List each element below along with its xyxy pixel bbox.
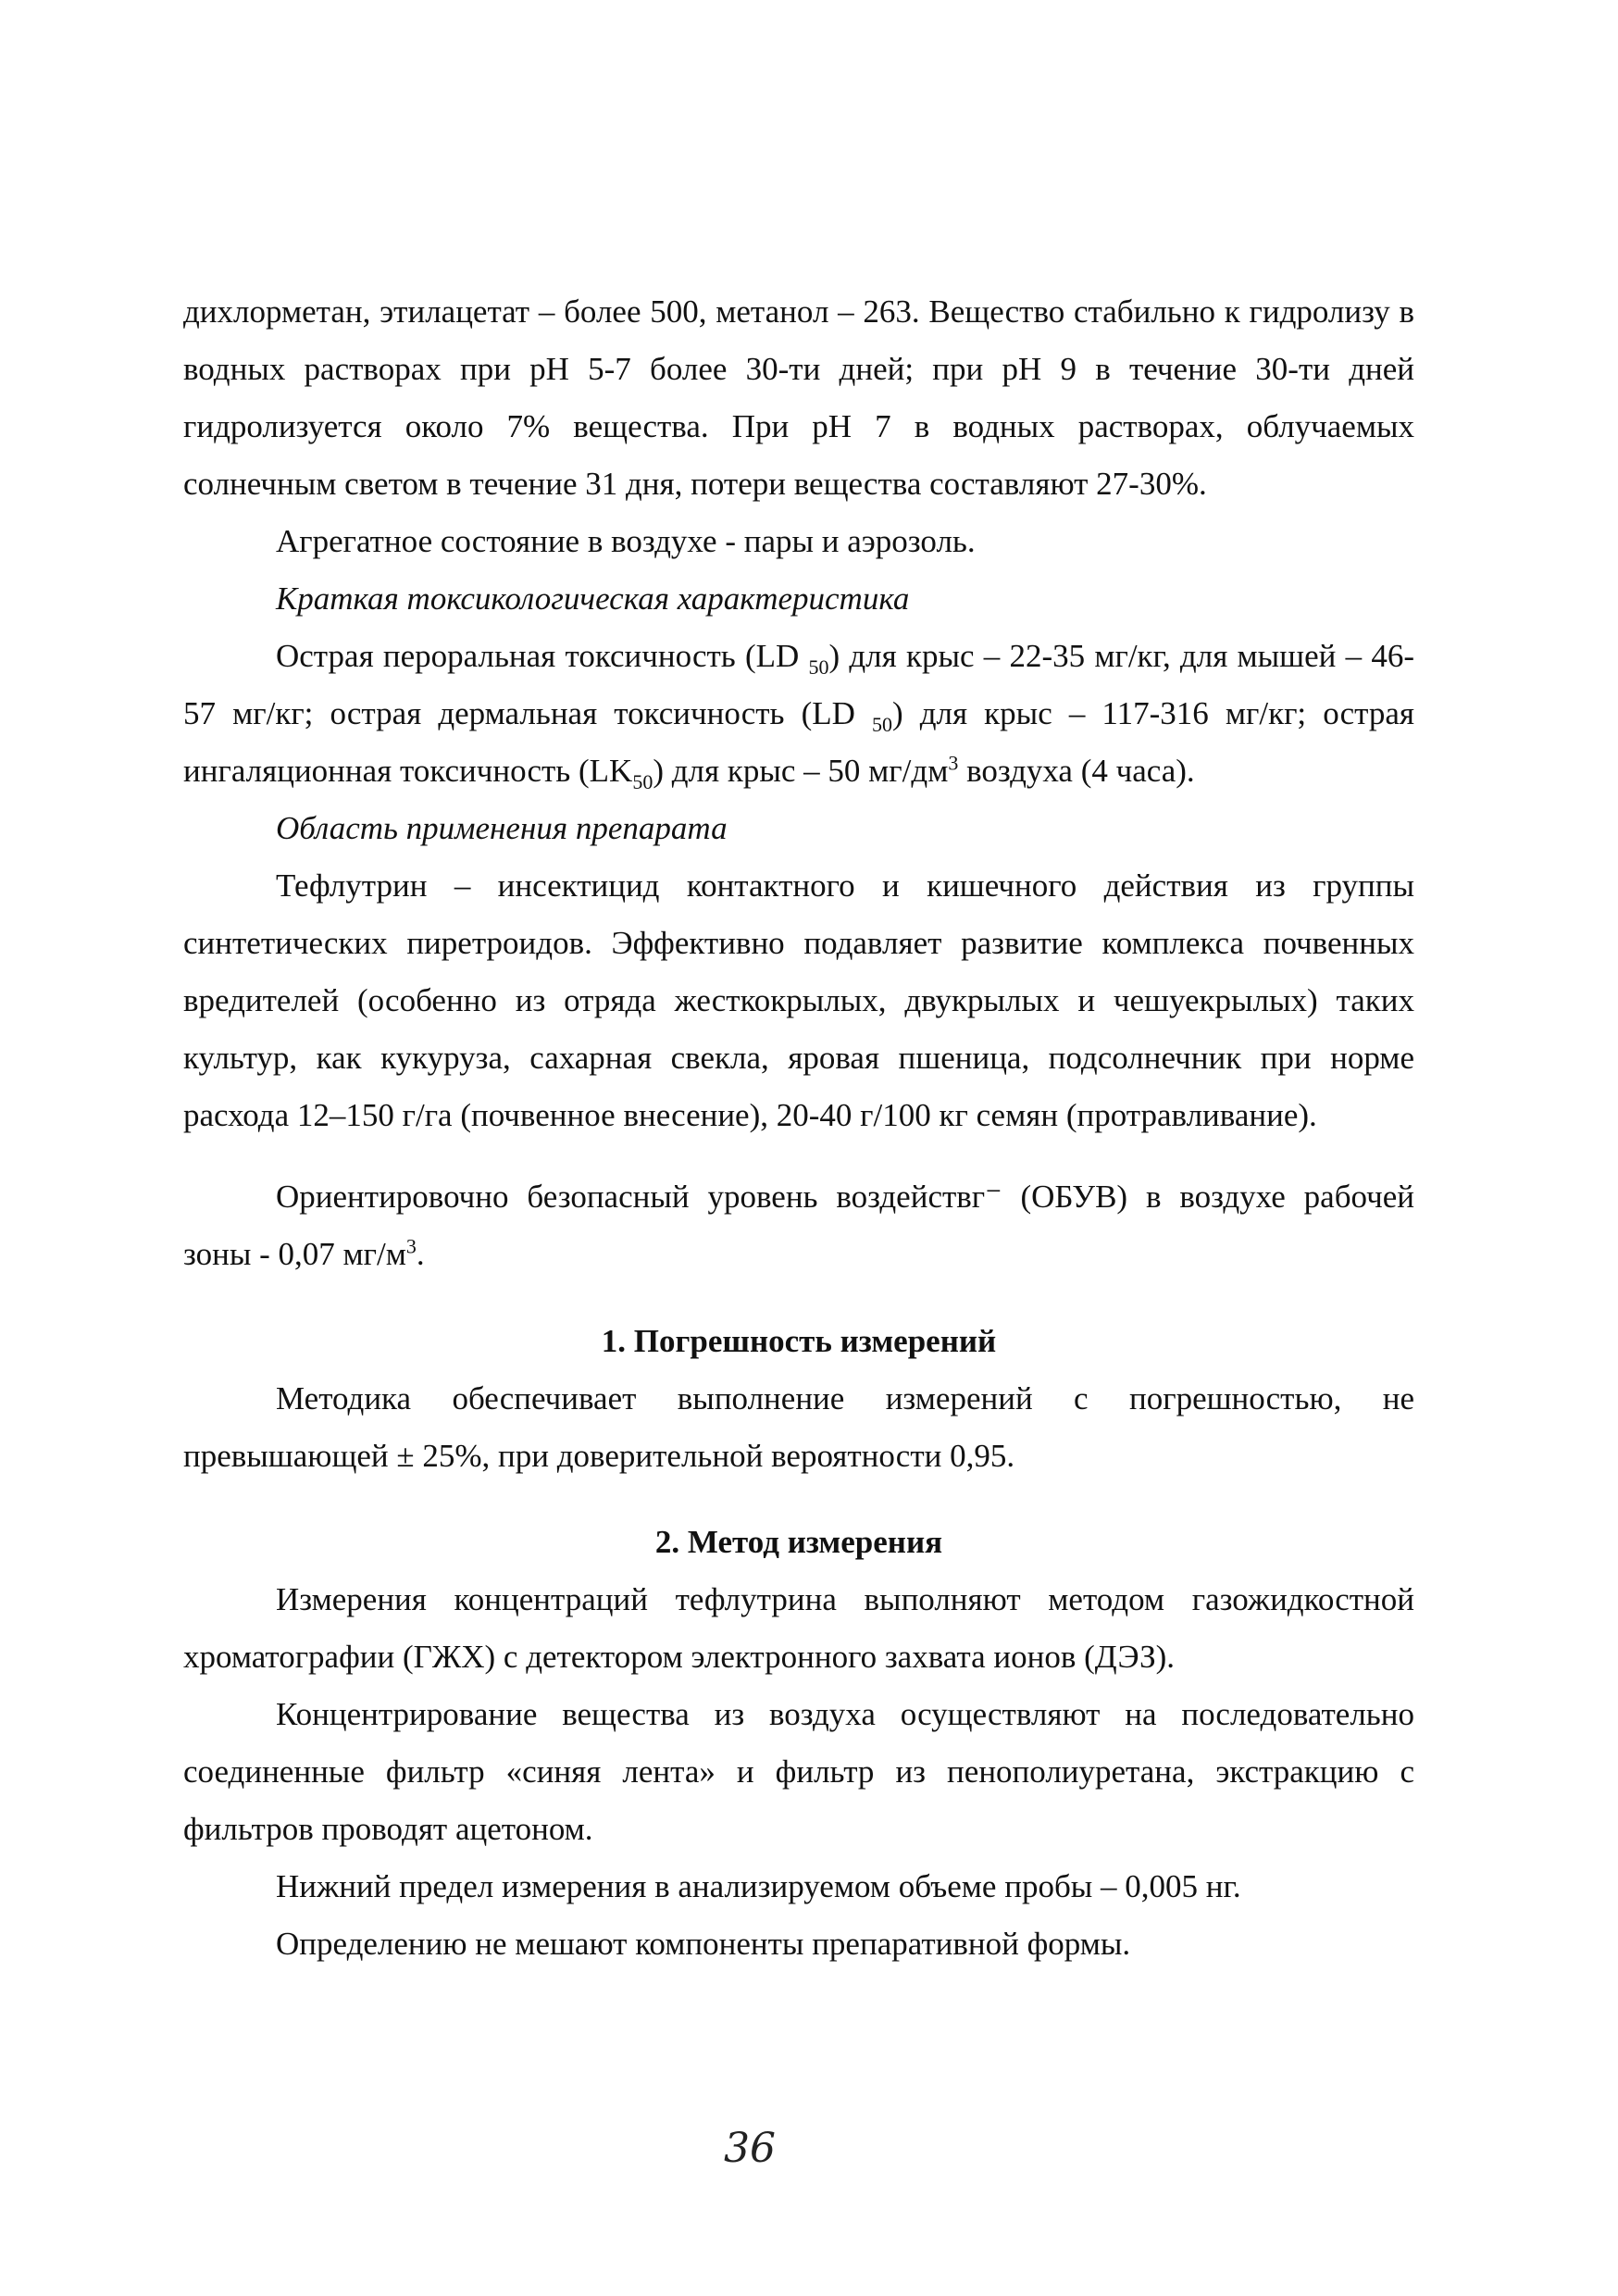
- section-2-paragraph-3: Нижний предел измерения в анализируемом объеме пробы – 0,005 нг.: [276, 1868, 1241, 1904]
- obuv-text-1: Ориентировочно безопасный уровень воздействг⁻ (ОБУВ) в воздухе рабочей зоны - 0,07 мг/м: [183, 1179, 1414, 1272]
- section-1-text: Методика обеспечивает выполнение измерений с погрешностью, не превышающей ± 25%, при доверительной вероятности 0,95.: [183, 1380, 1414, 1474]
- paragraph-toxicity: [183, 628, 1414, 800]
- obuv-sup: 3: [405, 1234, 417, 1258]
- text-body-obuv: [183, 1168, 1414, 1283]
- toxicity-text-3: ) для крыс – 117-316 мг/кг; острая ингаляционная токсичность (LK: [183, 695, 1415, 789]
- obuv-text-2: .: [416, 1236, 425, 1272]
- toxicity-text-2: ) для крыс – 22-35 мг/кг, для мышей – 46-57 мг/кг; острая дермальная токсичность (LD: [183, 638, 1414, 731]
- page-number: 36: [724, 2125, 776, 2172]
- heading-toxicology: Краткая токсикологическая характеристика: [276, 580, 910, 617]
- text-body-upper: [183, 283, 1414, 1144]
- toxicity-text-5: воздуха (4 часа).: [958, 753, 1195, 789]
- section-2-title: 2. Метод измерения: [654, 1524, 943, 1560]
- paragraph-solubility-hydrolysis: дихлорметан, этилацетат – более 500, метанол – 263. Вещество стабильно к гидролизу в водных растворах при pH 5-7 более 30-ти дней; при pH 9 в течение 30-ти дней гидролизуется около 7% вещества. При pH 7 в водных растворах, облучаемых солнечным светом в течение 31 дня, потери вещества составляют 27-30%.: [183, 293, 1414, 502]
- section-2-paragraph-2: Концентрирование вещества из воздуха осуществляют на последовательно соединенные фильтр «синяя лента» и фильтр из пенополиуретана, экстракцию с фильтров проводят ацетоном.: [183, 1696, 1414, 1847]
- section-measurement-method: [183, 1514, 1414, 1973]
- toxicity-text-1: Острая пероральная токсичность (LD: [276, 638, 809, 674]
- paragraph-obuv: [183, 1168, 1414, 1283]
- section-2-paragraph-1: Измерения концентраций тефлутрина выполняют методом газожидкостной хроматографии (ГЖХ) с детектором электронного захвата ионов (ДЭЗ).: [183, 1581, 1414, 1675]
- paragraph-aggregate-state: Агрегатное состояние в воздухе - пары и аэрозоль.: [276, 523, 976, 559]
- toxicity-text-4: ) для крыс – 50 мг/дм: [653, 753, 949, 789]
- paragraph-application-scope: Тефлутрин – инсектицид контактного и кишечного действия из группы синтетических пиретроидов. Эффективно подавляет развитие комплекса почвенных вредителей (особенно из отряда жесткокрылых, двукрылых и чешуекрылых) таких культур, как кукуруза, сахарная свекла, яровая пшеница, подсолнечник при норме расхода 12–150 г/га (почвенное внесение), 20-40 г/100 кг семян (протравливание).: [183, 867, 1414, 1133]
- toxicity-sup-1: 3: [948, 751, 959, 775]
- toxicity-sub-1: 50: [808, 655, 829, 679]
- section-2-paragraph-4: Определению не мешают компоненты препаративной формы.: [276, 1926, 1131, 1962]
- section-measurement-error: [183, 1313, 1414, 1485]
- toxicity-sub-2: 50: [871, 713, 892, 736]
- section-1-title: 1. Погрешность измерений: [601, 1323, 997, 1359]
- toxicity-sub-3: 50: [632, 770, 653, 793]
- heading-application-scope: Область применения препарата: [276, 810, 728, 846]
